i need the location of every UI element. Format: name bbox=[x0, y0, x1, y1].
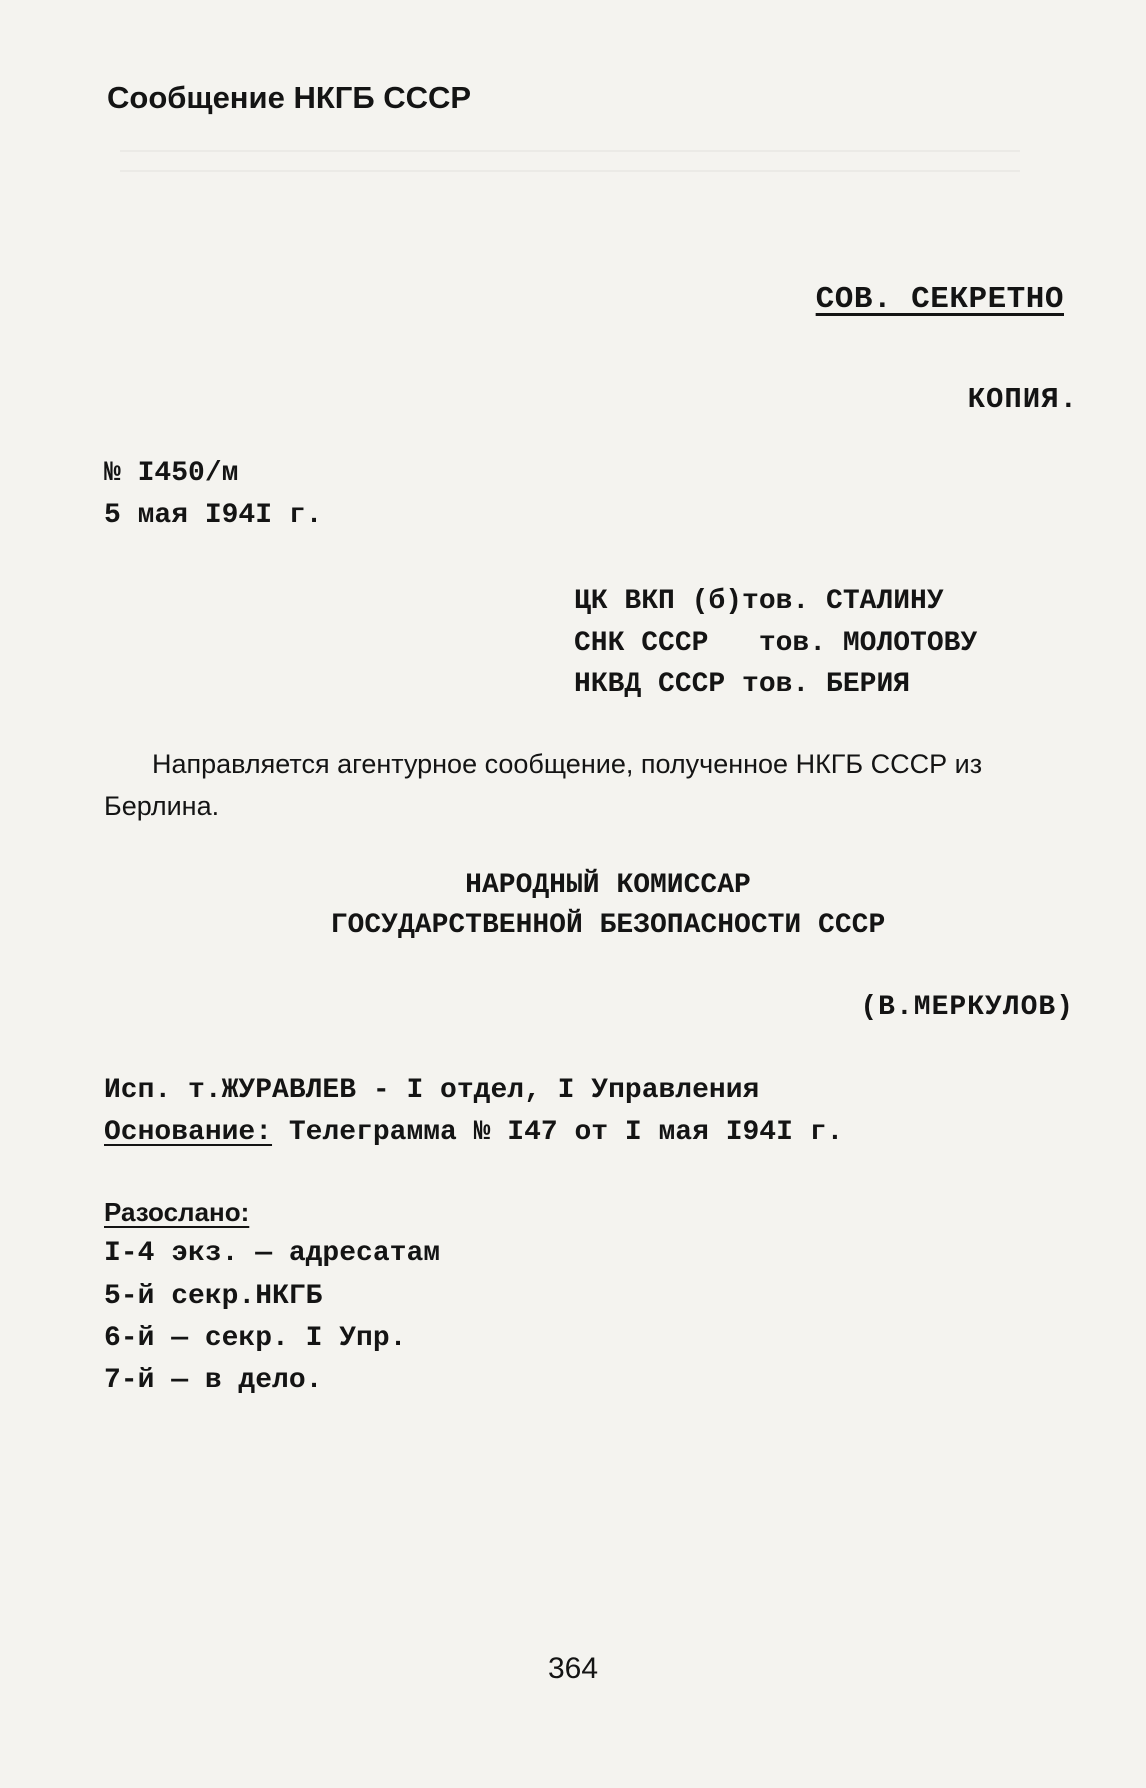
classification-stamp: СОВ. СЕКРЕТНО bbox=[815, 282, 1064, 317]
addressee-stalin: ЦК ВКП (б)тов. СТАЛИНУ bbox=[574, 586, 944, 617]
basis-label: Основание: bbox=[104, 1117, 273, 1148]
distribution-heading: Разослано: bbox=[104, 1197, 250, 1227]
signatory-title-line2: ГОСУДАРСТВЕННОЙ БЕЗОПАСНОСТИ СССР bbox=[330, 910, 886, 941]
copy-mark: КОПИЯ. bbox=[967, 383, 1078, 416]
document-date: 5 мая I94I г. bbox=[104, 500, 323, 531]
distribution-item: 7-й — в дело. bbox=[104, 1365, 323, 1396]
page-number: 364 bbox=[547, 1652, 599, 1685]
addressee-molotov: СНК СССР тов. МОЛОТОВУ bbox=[574, 628, 978, 659]
distribution-item: I-4 экз. — адресатам bbox=[104, 1238, 441, 1269]
signatory-title-line1: НАРОДНЫЙ КОМИССАР bbox=[465, 870, 751, 901]
body-text: Направляется агентурное сообщение, полученное НКГБ СССР из Берлина. bbox=[104, 749, 983, 821]
bleed-through-texture bbox=[120, 150, 1020, 172]
basis-text: Телеграмма № I47 от I мая I94I г. bbox=[272, 1117, 844, 1148]
executor-line: Исп. т.ЖУРАВЛЕВ - I отдел, I Управления bbox=[104, 1075, 760, 1106]
distribution-item: 5-й секр.НКГБ bbox=[104, 1281, 323, 1312]
addressee-beria: НКВД СССР тов. БЕРИЯ bbox=[574, 669, 911, 700]
distribution-item: 6-й — секр. I Упр. bbox=[104, 1323, 407, 1354]
signatory-name: (В.МЕРКУЛОВ) bbox=[860, 992, 1074, 1023]
document-number: № I450/м bbox=[104, 458, 239, 489]
page-heading: Сообщение НКГБ СССР bbox=[107, 80, 472, 115]
basis-line bbox=[104, 1117, 843, 1148]
